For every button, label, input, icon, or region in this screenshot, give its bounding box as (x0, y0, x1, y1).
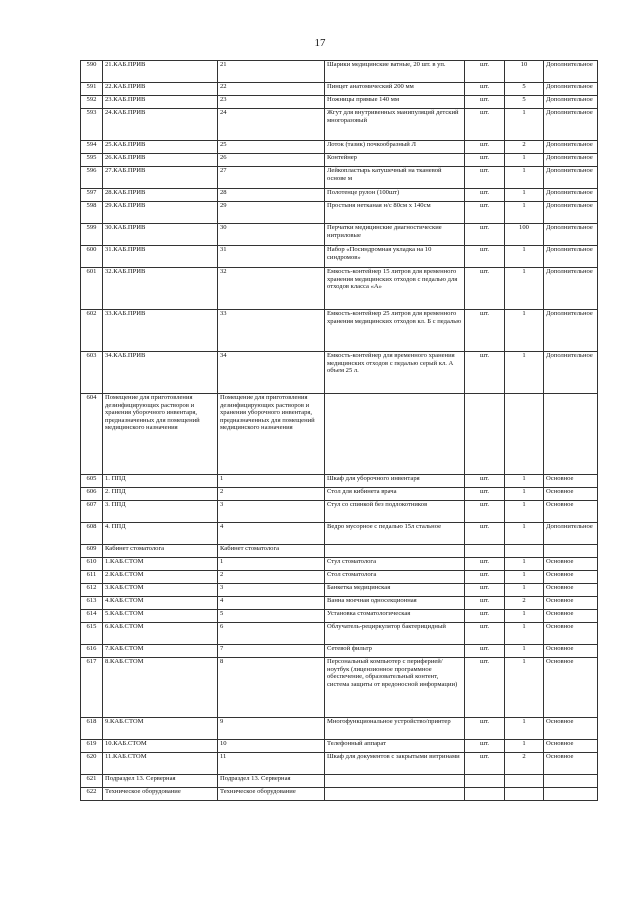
item-name-cell: Пинцет анатомический 200 мм (325, 83, 465, 96)
room-code-cell: 23.КАБ.ПРИВ (103, 96, 218, 109)
equipment-type-cell: Дополнительное (544, 189, 598, 202)
equipment-type-cell: Основное (544, 645, 598, 658)
room-code-cell: 9.КАБ.СТОМ (103, 718, 218, 740)
quantity-cell: 1 (505, 310, 544, 352)
unit-cell: шт. (465, 167, 505, 189)
row-number-cell: 605 (81, 475, 103, 488)
item-code-cell: 25 (218, 141, 325, 154)
item-name-cell: Стул стоматолога (325, 558, 465, 571)
table-row (81, 718, 598, 740)
row-number-cell: 619 (81, 740, 103, 753)
equipment-type-cell: Основное (544, 753, 598, 775)
room-code-cell: 11.КАБ.СТОМ (103, 753, 218, 775)
quantity-cell: 2 (505, 753, 544, 775)
unit-cell: шт. (465, 154, 505, 167)
item-name-cell: Установка стоматологическая (325, 610, 465, 623)
table-row (81, 584, 598, 597)
room-code-cell: 34.КАБ.ПРИВ (103, 352, 218, 394)
equipment-type-cell: Дополнительное (544, 141, 598, 154)
table-row (81, 189, 598, 202)
unit-cell (465, 788, 505, 801)
equipment-type-cell: Дополнительное (544, 202, 598, 224)
item-name-cell: Ведро мусорное с педалью 15л стальное (325, 523, 465, 545)
unit-cell: шт. (465, 610, 505, 623)
table-row (81, 775, 598, 788)
equipment-type-cell: Основное (544, 658, 598, 718)
table-row (81, 558, 598, 571)
row-number-cell: 621 (81, 775, 103, 788)
item-name-cell: Стол для кибинета врача (325, 488, 465, 501)
quantity-cell (505, 545, 544, 558)
item-name-cell: Лейкопластырь катушечный на тканевой основе м (325, 167, 465, 189)
item-name-cell: Жгут для внутривенных манипуляций детский многоразовый (325, 109, 465, 141)
room-code-cell: 30.КАБ.ПРИВ (103, 224, 218, 246)
item-code-cell: 33 (218, 310, 325, 352)
row-number-cell: 596 (81, 167, 103, 189)
table-row (81, 109, 598, 141)
item-name-cell (325, 775, 465, 788)
row-number-cell: 611 (81, 571, 103, 584)
row-number-cell: 612 (81, 584, 103, 597)
unit-cell: шт. (465, 109, 505, 141)
item-name-cell: Простыня нетканая н/с 80см х 140см (325, 202, 465, 224)
unit-cell: шт. (465, 352, 505, 394)
item-code-cell: 34 (218, 352, 325, 394)
item-code-cell: 2 (218, 571, 325, 584)
item-name-cell: Стул со спинкой без подлокотников (325, 501, 465, 523)
unit-cell: шт. (465, 141, 505, 154)
item-code-cell: 8 (218, 658, 325, 718)
item-code-cell: 21 (218, 61, 325, 83)
item-code-cell: 26 (218, 154, 325, 167)
inventory-table (80, 60, 598, 801)
equipment-type-cell: Дополнительное (544, 61, 598, 83)
item-name-cell: Набор «Посиндромная укладка на 10 синдромов» (325, 246, 465, 268)
table-row (81, 246, 598, 268)
equipment-type-cell: Основное (544, 718, 598, 740)
item-name-cell: Полотенце рулон (100шт) (325, 189, 465, 202)
quantity-cell: 1 (505, 645, 544, 658)
row-number-cell: 602 (81, 310, 103, 352)
unit-cell: шт. (465, 658, 505, 718)
equipment-type-cell: Дополнительное (544, 246, 598, 268)
room-code-cell: 26.КАБ.ПРИВ (103, 154, 218, 167)
item-code-cell: 29 (218, 202, 325, 224)
item-name-cell: Емкость-контейнер для временного хранения медицинских отходов с педалью серый кл. А объем 25 л. (325, 352, 465, 394)
unit-cell: шт. (465, 597, 505, 610)
equipment-type-cell: Дополнительное (544, 352, 598, 394)
unit-cell: шт. (465, 96, 505, 109)
item-code-cell: Подраздел 13. Серверная (218, 775, 325, 788)
row-number-cell: 622 (81, 788, 103, 801)
unit-cell: шт. (465, 475, 505, 488)
item-name-cell (325, 394, 465, 475)
item-name-cell: Персональный компьютер с периферией/ноутбук (лицензионное программное обеспечение, образовательный контент, система защиты от вредоносной информации) (325, 658, 465, 718)
row-number-cell: 600 (81, 246, 103, 268)
equipment-type-cell: Основное (544, 558, 598, 571)
room-code-cell: 32.КАБ.ПРИВ (103, 268, 218, 310)
item-code-cell: 9 (218, 718, 325, 740)
table-row (81, 597, 598, 610)
equipment-type-cell: Дополнительное (544, 154, 598, 167)
table-row (81, 202, 598, 224)
equipment-type-cell: Основное (544, 610, 598, 623)
row-number-cell: 603 (81, 352, 103, 394)
row-number-cell: 604 (81, 394, 103, 475)
item-code-cell: 32 (218, 268, 325, 310)
item-name-cell: Облучатель-рециркулятор бактерицидный (325, 623, 465, 645)
quantity-cell: 2 (505, 141, 544, 154)
table-row (81, 788, 598, 801)
table-body (81, 61, 598, 801)
item-name-cell (325, 545, 465, 558)
table-row (81, 488, 598, 501)
row-number-cell: 590 (81, 61, 103, 83)
item-code-cell: Кабинет стоматолога (218, 545, 325, 558)
equipment-type-cell: Основное (544, 488, 598, 501)
unit-cell: шт. (465, 645, 505, 658)
equipment-type-cell: Основное (544, 740, 598, 753)
unit-cell: шт. (465, 584, 505, 597)
equipment-type-cell (544, 545, 598, 558)
item-name-cell: Шкаф для документов с закрытыми витринами (325, 753, 465, 775)
item-code-cell: 28 (218, 189, 325, 202)
equipment-type-cell: Дополнительное (544, 224, 598, 246)
row-number-cell: 617 (81, 658, 103, 718)
row-number-cell: 607 (81, 501, 103, 523)
quantity-cell: 1 (505, 558, 544, 571)
item-code-cell: 22 (218, 83, 325, 96)
quantity-cell (505, 394, 544, 475)
item-name-cell: Ножницы прямые 140 мм (325, 96, 465, 109)
room-code-cell: 3.КАБ.СТОМ (103, 584, 218, 597)
page-number: 17 (314, 37, 326, 49)
room-code-cell: 8.КАБ.СТОМ (103, 658, 218, 718)
table-row (81, 141, 598, 154)
item-code-cell: 7 (218, 645, 325, 658)
unit-cell: шт. (465, 202, 505, 224)
equipment-type-cell: Основное (544, 475, 598, 488)
row-number-cell: 606 (81, 488, 103, 501)
row-number-cell: 595 (81, 154, 103, 167)
row-number-cell: 592 (81, 96, 103, 109)
quantity-cell: 1 (505, 246, 544, 268)
equipment-type-cell: Дополнительное (544, 167, 598, 189)
table-row (81, 645, 598, 658)
table-row (81, 753, 598, 775)
quantity-cell: 1 (505, 202, 544, 224)
room-code-cell: Подраздел 13. Серверная (103, 775, 218, 788)
item-code-cell: 10 (218, 740, 325, 753)
unit-cell (465, 394, 505, 475)
equipment-type-cell: Основное (544, 584, 598, 597)
item-code-cell: 3 (218, 501, 325, 523)
unit-cell: шт. (465, 246, 505, 268)
item-name-cell: Стол стоматолога (325, 571, 465, 584)
room-code-cell: Помещение для приготовления дезинфицирующих растворов и хранения уборочного инвентаря, предназначенных для помещений медицинского назначения (103, 394, 218, 475)
table-row (81, 310, 598, 352)
item-name-cell: Перчатки медицинские диагностические нитриловые (325, 224, 465, 246)
quantity-cell: 1 (505, 167, 544, 189)
row-number-cell: 593 (81, 109, 103, 141)
table-row (81, 623, 598, 645)
table-row (81, 154, 598, 167)
quantity-cell: 1 (505, 488, 544, 501)
quantity-cell: 10 (505, 61, 544, 83)
quantity-cell: 5 (505, 96, 544, 109)
table-row (81, 545, 598, 558)
unit-cell: шт. (465, 488, 505, 501)
room-code-cell: 3. ППД (103, 501, 218, 523)
unit-cell: шт. (465, 310, 505, 352)
quantity-cell: 2 (505, 597, 544, 610)
quantity-cell: 1 (505, 189, 544, 202)
item-name-cell: Многофункциональное устройство/принтер (325, 718, 465, 740)
item-code-cell: Техническое оборудование (218, 788, 325, 801)
room-code-cell: 28.КАБ.ПРИВ (103, 189, 218, 202)
item-code-cell: 1 (218, 558, 325, 571)
item-name-cell: Шарики медицинские ватные, 20 шт. в уп. (325, 61, 465, 83)
table-row (81, 658, 598, 718)
equipment-type-cell: Дополнительное (544, 83, 598, 96)
room-code-cell: 2.КАБ.СТОМ (103, 571, 218, 584)
table-row (81, 224, 598, 246)
room-code-cell: 29.КАБ.ПРИВ (103, 202, 218, 224)
unit-cell: шт. (465, 558, 505, 571)
row-number-cell: 597 (81, 189, 103, 202)
unit-cell: шт. (465, 224, 505, 246)
table-row (81, 96, 598, 109)
item-code-cell: 1 (218, 475, 325, 488)
equipment-type-cell: Дополнительное (544, 310, 598, 352)
room-code-cell: 10.КАБ.СТОМ (103, 740, 218, 753)
table-row (81, 394, 598, 475)
item-name-cell: Сетевой фильтр (325, 645, 465, 658)
room-code-cell: 24.КАБ.ПРИВ (103, 109, 218, 141)
row-number-cell: 599 (81, 224, 103, 246)
quantity-cell: 100 (505, 224, 544, 246)
unit-cell: шт. (465, 523, 505, 545)
unit-cell: шт. (465, 268, 505, 310)
equipment-type-cell: Основное (544, 597, 598, 610)
item-code-cell: 2 (218, 488, 325, 501)
item-name-cell: Контейнер (325, 154, 465, 167)
table-row (81, 83, 598, 96)
item-code-cell: 30 (218, 224, 325, 246)
row-number-cell: 608 (81, 523, 103, 545)
quantity-cell: 1 (505, 610, 544, 623)
quantity-cell: 5 (505, 83, 544, 96)
unit-cell (465, 545, 505, 558)
table-row (81, 571, 598, 584)
table-row (81, 475, 598, 488)
room-code-cell: Техническое оборудование (103, 788, 218, 801)
item-code-cell: 4 (218, 597, 325, 610)
item-name-cell: Банкетка медицинская (325, 584, 465, 597)
item-name-cell (325, 788, 465, 801)
item-code-cell: 3 (218, 584, 325, 597)
row-number-cell: 610 (81, 558, 103, 571)
unit-cell: шт. (465, 61, 505, 83)
item-name-cell: Шкаф для уборочного инвентаря (325, 475, 465, 488)
equipment-type-cell (544, 394, 598, 475)
item-name-cell: Емкость-контейнер 25 литров для временного хранения медицинских отходов кл. Б с педалью (325, 310, 465, 352)
equipment-type-cell: Основное (544, 623, 598, 645)
unit-cell: шт. (465, 571, 505, 584)
equipment-type-cell: Дополнительное (544, 109, 598, 141)
row-number-cell: 598 (81, 202, 103, 224)
quantity-cell: 1 (505, 740, 544, 753)
row-number-cell: 614 (81, 610, 103, 623)
room-code-cell: 22.КАБ.ПРИВ (103, 83, 218, 96)
quantity-cell: 1 (505, 475, 544, 488)
room-code-cell: Кабинет стоматолога (103, 545, 218, 558)
room-code-cell: 4.КАБ.СТОМ (103, 597, 218, 610)
equipment-type-cell: Основное (544, 571, 598, 584)
unit-cell: шт. (465, 83, 505, 96)
room-code-cell: 21.КАБ.ПРИВ (103, 61, 218, 83)
quantity-cell: 1 (505, 623, 544, 645)
table-row (81, 610, 598, 623)
table-row (81, 501, 598, 523)
quantity-cell: 1 (505, 658, 544, 718)
row-number-cell: 591 (81, 83, 103, 96)
item-code-cell: 6 (218, 623, 325, 645)
room-code-cell: 2. ППД (103, 488, 218, 501)
room-code-cell: 27.КАБ.ПРИВ (103, 167, 218, 189)
item-code-cell: Помещение для приготовления дезинфицирующих растворов и хранения уборочного инвентаря, предназначенных для помещений медицинского назначения (218, 394, 325, 475)
quantity-cell: 1 (505, 718, 544, 740)
room-code-cell: 4. ППД (103, 523, 218, 545)
quantity-cell: 1 (505, 109, 544, 141)
table-row (81, 740, 598, 753)
item-code-cell: 4 (218, 523, 325, 545)
table-row (81, 167, 598, 189)
quantity-cell: 1 (505, 154, 544, 167)
unit-cell: шт. (465, 753, 505, 775)
equipment-type-cell: Основное (544, 501, 598, 523)
equipment-type-cell (544, 775, 598, 788)
room-code-cell: 5.КАБ.СТОМ (103, 610, 218, 623)
quantity-cell: 1 (505, 268, 544, 310)
table-row (81, 61, 598, 83)
equipment-type-cell: Дополнительное (544, 96, 598, 109)
item-name-cell: Лоток (тазик) почкообразный Л (325, 141, 465, 154)
table-row (81, 268, 598, 310)
item-code-cell: 5 (218, 610, 325, 623)
room-code-cell: 7.КАБ.СТОМ (103, 645, 218, 658)
item-code-cell: 24 (218, 109, 325, 141)
item-code-cell: 27 (218, 167, 325, 189)
unit-cell: шт. (465, 718, 505, 740)
row-number-cell: 601 (81, 268, 103, 310)
row-number-cell: 609 (81, 545, 103, 558)
room-code-cell: 31.КАБ.ПРИВ (103, 246, 218, 268)
quantity-cell: 1 (505, 523, 544, 545)
room-code-cell: 6.КАБ.СТОМ (103, 623, 218, 645)
quantity-cell (505, 775, 544, 788)
unit-cell: шт. (465, 623, 505, 645)
room-code-cell: 25.КАБ.ПРИВ (103, 141, 218, 154)
row-number-cell: 613 (81, 597, 103, 610)
row-number-cell: 594 (81, 141, 103, 154)
unit-cell (465, 775, 505, 788)
item-name-cell: Емкость-контейнер 15 литров для временного хранения медицинских отходов с педалью для отходов класса «А» (325, 268, 465, 310)
item-name-cell: Телефонный аппарат (325, 740, 465, 753)
unit-cell: шт. (465, 189, 505, 202)
table-row (81, 523, 598, 545)
row-number-cell: 618 (81, 718, 103, 740)
equipment-type-cell: Дополнительное (544, 523, 598, 545)
row-number-cell: 615 (81, 623, 103, 645)
quantity-cell (505, 788, 544, 801)
item-code-cell: 31 (218, 246, 325, 268)
room-code-cell: 1.КАБ.СТОМ (103, 558, 218, 571)
item-code-cell: 23 (218, 96, 325, 109)
unit-cell: шт. (465, 501, 505, 523)
table-row (81, 352, 598, 394)
row-number-cell: 620 (81, 753, 103, 775)
room-code-cell: 1. ППД (103, 475, 218, 488)
row-number-cell: 616 (81, 645, 103, 658)
quantity-cell: 1 (505, 584, 544, 597)
room-code-cell: 33.КАБ.ПРИВ (103, 310, 218, 352)
quantity-cell: 1 (505, 501, 544, 523)
item-code-cell: 11 (218, 753, 325, 775)
equipment-type-cell: Дополнительное (544, 268, 598, 310)
quantity-cell: 1 (505, 352, 544, 394)
equipment-type-cell (544, 788, 598, 801)
quantity-cell: 1 (505, 571, 544, 584)
item-name-cell: Ванна моечная односекционная (325, 597, 465, 610)
unit-cell: шт. (465, 740, 505, 753)
